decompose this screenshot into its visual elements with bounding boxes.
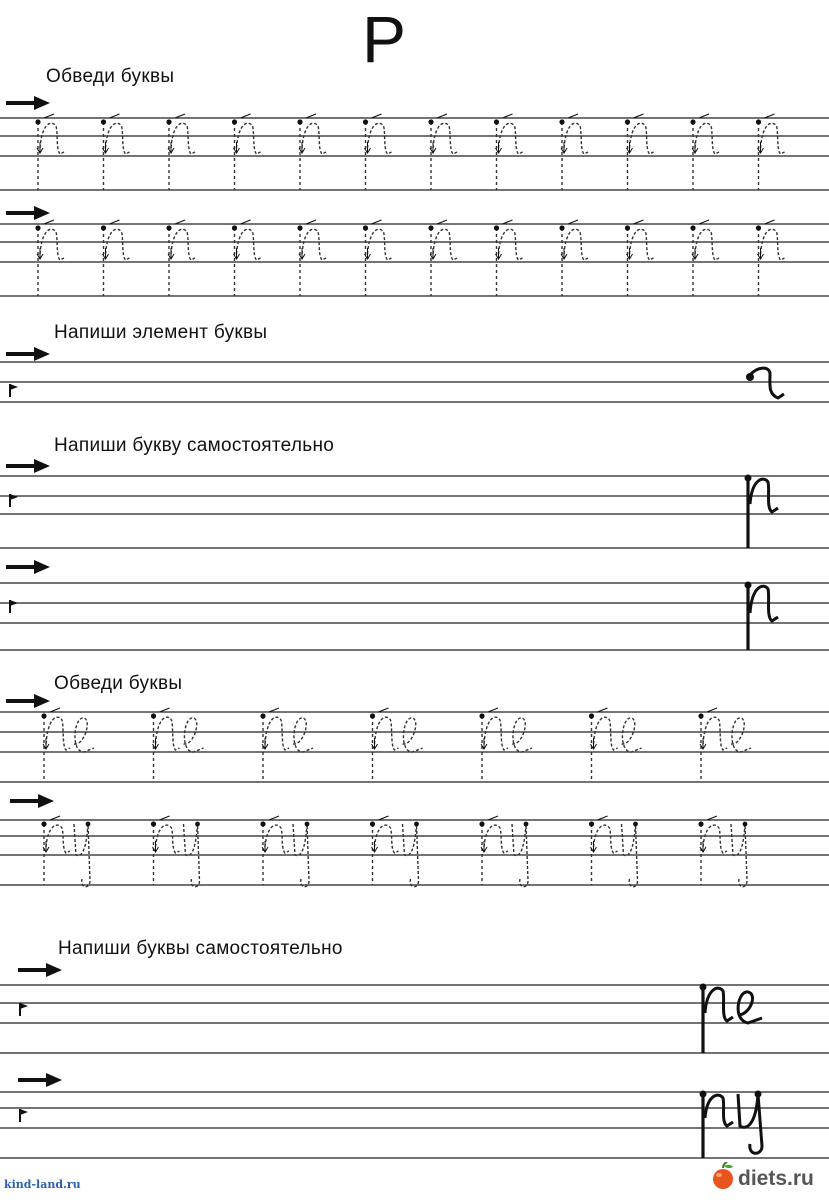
start-dot xyxy=(633,822,638,827)
traced-letter-e xyxy=(293,718,313,752)
traced-letter-arch xyxy=(594,825,618,853)
traced-letter-arch xyxy=(564,123,588,154)
traced-letter-arch xyxy=(265,825,289,853)
start-dot xyxy=(363,225,368,230)
traced-letter-arch xyxy=(630,229,654,260)
traced-letter-arch xyxy=(106,229,130,260)
traced-letter-arch xyxy=(499,123,523,154)
start-dot xyxy=(297,225,302,230)
start-dot xyxy=(305,822,310,827)
traced-letter-arch xyxy=(40,123,64,154)
sample-letters xyxy=(700,368,785,1158)
traced-letter-arch xyxy=(302,229,326,260)
arrow-right-icon xyxy=(6,96,50,110)
start-dot xyxy=(297,119,302,124)
start-dot xyxy=(479,821,484,826)
ruled-lines xyxy=(0,118,829,1158)
start-dot xyxy=(743,822,748,827)
start-dot xyxy=(35,119,40,124)
start-dot xyxy=(151,713,156,718)
traced-letter-arch xyxy=(237,123,261,154)
traced-letter-arch xyxy=(630,123,654,154)
traced-letter-arch xyxy=(237,229,261,260)
sample-letter-e xyxy=(738,992,762,1023)
traced-letter-e xyxy=(74,718,94,752)
traced-letter-arch xyxy=(761,229,785,260)
flag-icon xyxy=(20,1003,28,1016)
start-dot xyxy=(363,119,368,124)
start-dot xyxy=(746,373,754,381)
start-dot xyxy=(41,713,46,718)
arrow-right-icons xyxy=(6,96,62,1087)
traced-letter-arch xyxy=(695,229,719,260)
heading-write-element: Напиши элемент буквы xyxy=(54,322,268,343)
start-dot xyxy=(101,119,106,124)
start-dot xyxy=(559,225,564,230)
start-dot xyxy=(690,225,695,230)
start-dot xyxy=(755,1091,762,1098)
arrow-right-icon xyxy=(6,347,50,361)
heading-write-letter: Напиши букву самостоятельно xyxy=(54,435,335,456)
traced-letter-arch xyxy=(564,229,588,260)
traced-letter-arch xyxy=(484,825,508,853)
traced-letter-arch xyxy=(156,825,180,853)
sample-letter-u xyxy=(738,1094,762,1153)
traced-letter-arch xyxy=(499,229,523,260)
traced-letters xyxy=(35,114,784,887)
start-dot xyxy=(756,225,761,230)
traced-letter-arch xyxy=(433,123,457,154)
traced-letter-arch xyxy=(375,717,399,750)
flag-icons xyxy=(10,384,28,1122)
traced-letter-arch xyxy=(40,229,64,260)
start-dot xyxy=(494,119,499,124)
start-dot xyxy=(370,821,375,826)
start-dot xyxy=(101,225,106,230)
traced-letter-e xyxy=(731,718,751,752)
title-letter: Р xyxy=(362,2,407,76)
start-dot xyxy=(195,822,200,827)
traced-letter-arch xyxy=(594,717,618,750)
watermark-left: kind-land.ru xyxy=(4,1178,81,1191)
traced-letter-e xyxy=(403,718,423,752)
start-dot xyxy=(625,119,630,124)
arrow-right-icon xyxy=(6,560,50,574)
start-dot xyxy=(700,1091,707,1098)
start-dot xyxy=(745,582,752,589)
start-dot xyxy=(625,225,630,230)
traced-letter-arch xyxy=(695,123,719,154)
traced-letter-arch xyxy=(433,229,457,260)
start-dot xyxy=(589,821,594,826)
heading-write-syllables: Напиши буквы самостоятельно xyxy=(58,938,343,959)
start-dot xyxy=(166,225,171,230)
start-dot xyxy=(151,821,156,826)
start-dot xyxy=(428,119,433,124)
traced-letter-arch xyxy=(368,123,392,154)
start-dot xyxy=(559,119,564,124)
start-dot xyxy=(232,119,237,124)
start-dot xyxy=(690,119,695,124)
start-dot xyxy=(745,475,752,482)
traced-letter-arch xyxy=(156,717,180,750)
arrow-right-icon xyxy=(18,1073,62,1087)
start-dot xyxy=(41,821,46,826)
start-dot xyxy=(166,119,171,124)
traced-letter-e xyxy=(184,718,204,752)
start-dot xyxy=(86,822,91,827)
flag-icon xyxy=(10,384,18,397)
traced-letter-e xyxy=(512,718,532,752)
traced-letter-arch xyxy=(368,229,392,260)
start-dot xyxy=(698,713,703,718)
start-dot xyxy=(524,822,529,827)
apple-logo-icon xyxy=(710,1162,736,1190)
traced-letter-arch xyxy=(171,229,195,260)
start-dot xyxy=(35,225,40,230)
traced-letter-arch xyxy=(302,123,326,154)
flag-icon xyxy=(10,600,18,613)
sample-letter-arch xyxy=(705,988,733,1021)
traced-letter-arch xyxy=(761,123,785,154)
traced-letter-arch xyxy=(265,717,289,750)
traced-letter-arch xyxy=(703,717,727,750)
start-dot xyxy=(414,822,419,827)
traced-letter-arch xyxy=(484,717,508,750)
arrow-right-icon xyxy=(6,206,50,220)
traced-letter-arch xyxy=(46,825,70,853)
start-dot xyxy=(260,713,265,718)
start-dot xyxy=(756,119,761,124)
heading-trace-letters: Обведи буквы xyxy=(46,66,175,87)
sample-letter-arch xyxy=(705,1095,733,1126)
traced-letter-arch xyxy=(106,123,130,154)
traced-letter-e xyxy=(622,718,642,752)
traced-letter-arch xyxy=(171,123,195,154)
heading-trace-syllables: Обведи буквы xyxy=(54,673,183,694)
start-dot xyxy=(698,821,703,826)
traced-letter-arch xyxy=(703,825,727,853)
start-dot xyxy=(260,821,265,826)
arrow-right-icon xyxy=(6,459,50,473)
start-dot xyxy=(589,713,594,718)
sample-letter-element xyxy=(750,368,784,398)
start-dot xyxy=(232,225,237,230)
flag-icon xyxy=(20,1109,28,1122)
traced-letter-arch xyxy=(375,825,399,853)
traced-letter-arch xyxy=(46,717,70,750)
start-dot xyxy=(700,984,707,991)
arrow-right-icon xyxy=(10,794,54,808)
arrow-right-icon xyxy=(6,694,50,708)
arrow-right-icon xyxy=(18,963,62,977)
start-dot xyxy=(479,713,484,718)
watermark-right: diets.ru xyxy=(738,1167,814,1190)
start-dot xyxy=(428,225,433,230)
start-dot xyxy=(370,713,375,718)
start-dot xyxy=(494,225,499,230)
